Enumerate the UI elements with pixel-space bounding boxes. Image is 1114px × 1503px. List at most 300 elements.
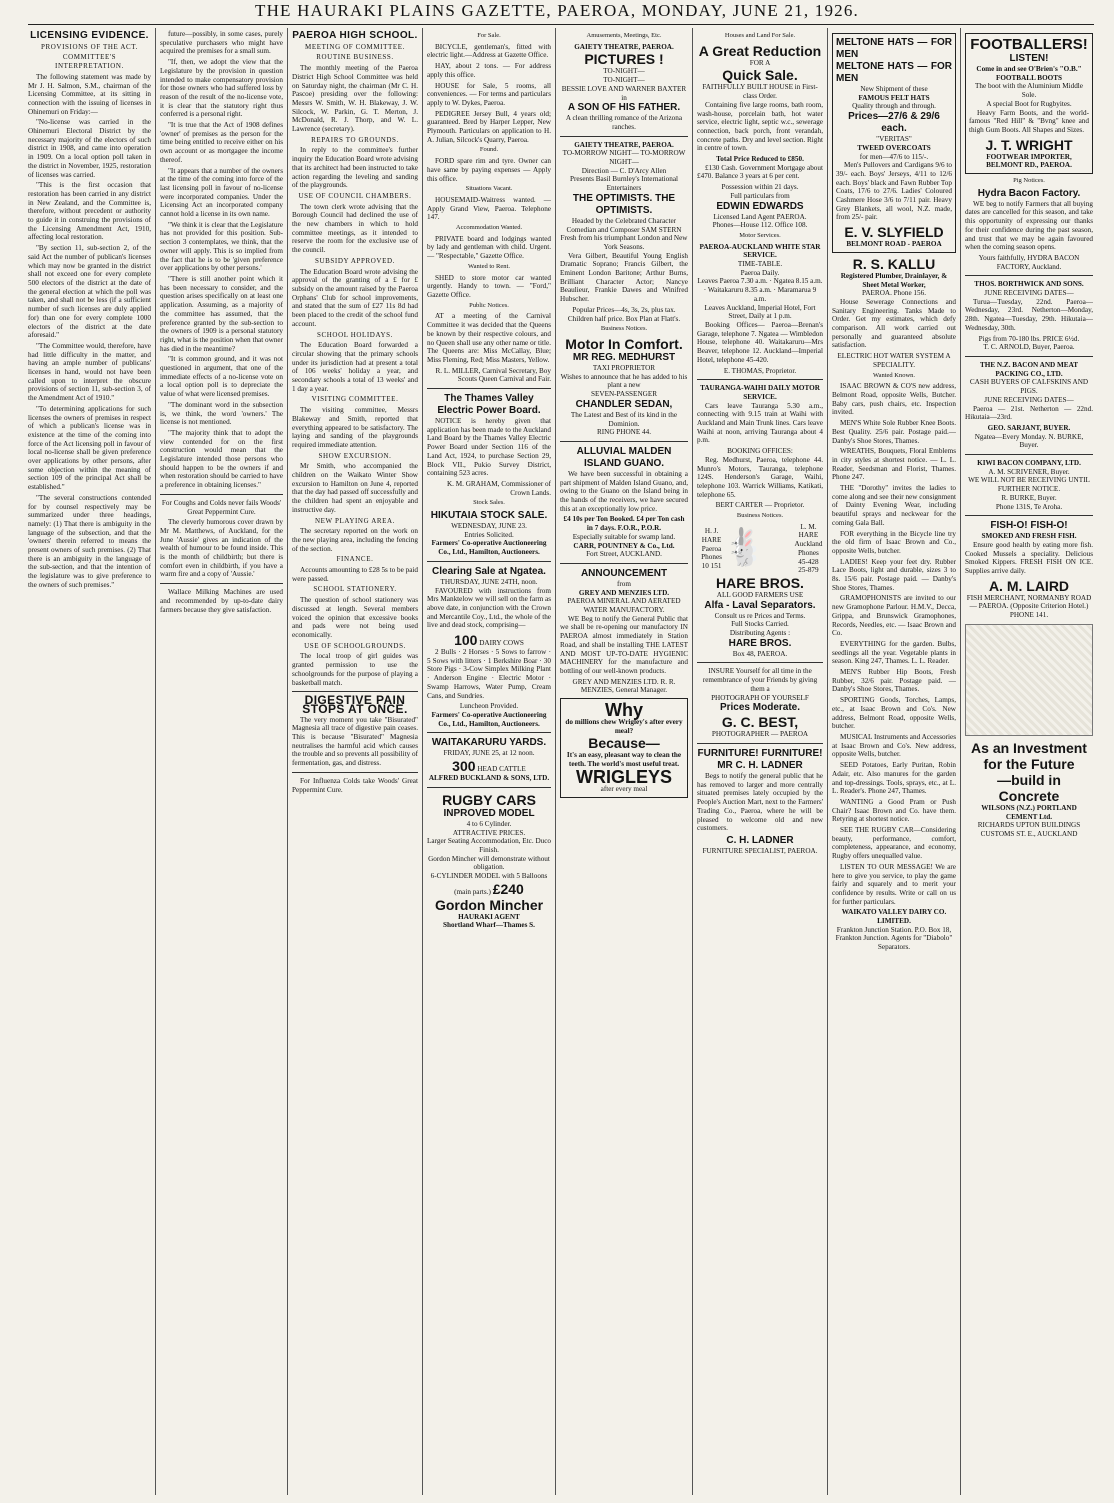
classified: FOR everything in the Bicycle line try the old firm of Isaac Brown and Co., opposite Wells, butcher. [832, 529, 956, 555]
paragraph: Vera Gilbert, Beautiful Young English Dramatic Soprano; Francis Gilbert, the Eminent London Baritone; Arthur Burns, Brilliant Character Actor; Nancye Beaulieur, Frankie Dawes and Winifred Hubscher. [560, 251, 688, 304]
richards: RICHARDS UPTON BUILDINGS CUSTOMS ST. E., AUCKLAND [977, 821, 1081, 838]
wrigleys-logo: WRIGLEYS [575, 766, 672, 787]
classified: SEE THE RUGBY CAR—Considering beauty, performance, comfort, completeness, appearance, and economy, Rugby offers unequalled value. [832, 826, 956, 861]
subheading: SHOW EXCURSION. [318, 451, 392, 460]
footballers: FOOTBALLERS! [970, 36, 1088, 53]
paragraph: Men's Pullovers and Cardigans 9/6 to 39/- each. Boys' Jerseys, 4/11 to 12/6 each. Boys' black and Fawn Rubber Top Coats, 17/6 to 27/6. Ladies' Coloured Cashmere Hose 3/6 to 7/11 pair. Heavy Grey Blankets, all wool, N.Z. made, from 25/- pair. [836, 161, 952, 222]
paragraph: Cars leave Tauranga 5.30 a.m., connecting with 9.15 train at Waihi with Auckland and Main Trunk lines. Cars leave Waihi at noon, arriving Tauranga about 4 p.m. [697, 401, 823, 445]
paragraph: The monthly meeting of the Paeroa District High School Committee was held on Saturday night, the chairman (Mr C. H. Pascoe) presiding over the following: Messrs W. Smith, W. H. Blakeway, J. W. Silcock, W. Parkin, G. T. Merton, J. McDonald, R. J. Thorp, and W. L. Lawrence (secretary). [292, 64, 418, 134]
paragraph: Ensure good health by eating more fish. Cooked Mussels a speciality. Delicious Smoked Kippers. FRESH FISH ON ICE. Supplies arrive daily. [965, 540, 1093, 576]
paragraph: "The majority think that to adopt the view contended for on the first construction would mean that the Legislature intended those persons who should happen to be the owners if and when restoration should be carried to have a preference in obtaining licenses." [160, 428, 283, 490]
furniture: FURNITURE! FURNITURE! [697, 748, 823, 759]
paragraph: "It is common ground, and it was not questioned in argument, that one of the immediate effects of a no-license vote on a local option poll is to depreciate the value of what were licensed premises. [160, 355, 283, 399]
after: after every meal [600, 784, 648, 793]
paragraph: future—possibly, in some cases, purely speculative purchasers who might have acquired the premises for a small sum. [160, 30, 283, 56]
electric: ELECTRIC HOT WATER SYSTEM A SPECIALITY. [837, 352, 951, 369]
paragraph: "The several constructions contended for by counsel respectively may be summarized under three headings, namely: (1) That there is ambiguity in the language of the subsection, and that the 'owners' therein referred to means the present owners of such premises. (2) That there is an ambiguity in the language of the sub-section, and that the intention of the legislature was to give preference to the owners of such premises." [28, 493, 151, 589]
section-label: Amusements, Meetings, Etc. [586, 32, 662, 39]
slyfield: E. V. SLYFIELD [844, 224, 944, 241]
hydra: Hydra Bacon Factory. [977, 187, 1081, 199]
from: from [617, 579, 631, 588]
faith: FAITHFULLY BUILT HOUSE in First-class Order. [702, 83, 818, 101]
ladner-2: C. H. LADNER [726, 834, 794, 846]
paragraph: The visiting committee, Messrs Blakeway and Smith, reported that everything appeared to be satisfactory. The laying and sanding of the playgrounds required immediate attention. [292, 406, 418, 449]
consult: Consult us re Prices and Terms. [714, 611, 806, 620]
ngatea: Ngatea—Every Monday. N. BURKE, Buyer. [974, 432, 1084, 450]
hare-bros-2: HARE BROS. [728, 637, 792, 649]
classified: ISAAC BROWN & CO'S new address, Belmont Road, opposite Wells, Butcher. Baby cars, push chairs, etc. Inspection invited. [832, 382, 956, 417]
divider [697, 662, 823, 663]
paragraph: NOTICE is hereby given that application has been made to the Auckland Land Board by the Thames Valley Electric Power Board under Section 116 of the Land Act, 1924, to purchase Section 29, Block VII., Pukio Survey District, containing 523 acres. [427, 417, 551, 478]
column-houses-motor [697, 30, 823, 1497]
cylinder: 4 to 6 Cylinder. [466, 819, 512, 828]
ad-heading: DIGESTIVE PAIN STOPS AT ONCE. [302, 693, 408, 716]
swamp: Especially suitable for swamp land. [572, 532, 676, 541]
paragraph: Reg. Medhurst, Paeroa, telephone 44. Munro's Motors, Tauranga, telephone 124S. Henderson's Garage, Waihi, telephone 103. Warrick Williams, Katikati, telephone 65. [697, 455, 823, 499]
wilsons: WILSONS (N.Z.) PORTLAND CEMENT Ltd. [981, 803, 1077, 821]
demonstrate: Gordon Mincher will demonstrate without obligation. [428, 854, 550, 872]
total: Total Price Reduced to £850. [716, 155, 804, 164]
meltone-2: MELTONE HATS — FOR MEN [836, 61, 952, 84]
divider [965, 356, 1093, 357]
ad-title: For Coughs and Colds never fails Woods' Great Peppermint Cure. [161, 498, 282, 516]
listen: LISTEN! [1009, 53, 1049, 64]
fresh: Fresh from his triumphant London and New York Seasons. [560, 234, 688, 251]
direction: Direction — C. D'Arcy Allen [581, 166, 667, 175]
classified: PRIVATE board and lodgings wanted by lady and gentleman with child. Urgent. — "Respectable," Gazette Office. [427, 234, 551, 261]
classified: SHED to store motor car wanted urgently. Handy to town. — "Ford," Gazette Office. [427, 273, 551, 299]
divider [292, 772, 418, 773]
famous: FAMOUS FELT HATS [858, 93, 930, 102]
classified: LADIES! Keep your feet dry. Rubber Lace Boots, light and durable, sizes 3 to 8s. 15/6 pair. Postage paid. — Danby's Shoe Stores, Thames. [832, 557, 956, 592]
paragraph: For Influenza Colds take Woods' Great Peppermint Cure. [292, 776, 418, 794]
because: Because— [588, 735, 660, 752]
motor-comfort: Motor In Comfort. [565, 335, 683, 352]
tomorrow: TO-MORROW NIGHT— TO-MORROW NIGHT— [562, 149, 686, 167]
stock-list: 2 Bulls · 2 Horses · 5 Sows to farrow · 5 Sows with litters · 1 Berkshire Boar · 30 Store Pigs · 3-Cow Simplex Milking Plant · Anderson Engine · Electric Motor · Swamp Harrows, Water Pump, Cream Cans, and Sundries. [427, 648, 551, 700]
sarjant: GEO. SARJANT, BUYER. [987, 423, 1071, 432]
in: in [621, 93, 627, 102]
paragraph: Wallace Milking Machines are used and recommended by up-to-date dairy farmers because they give satisfaction. [160, 588, 283, 614]
luncheon: Luncheon Provided. [459, 702, 519, 711]
subheading: FINANCE. [336, 555, 374, 564]
paragraph: £130 Cash. Government Mortgage about £470. Balance 3 years at 6 per cent. [697, 163, 823, 181]
subheading: SCHOOL STATIONERY. [313, 585, 397, 594]
mincher: Gordon Mincher [434, 896, 544, 913]
paragraph: "It is true that the Act of 1908 defines 'owner' of premises as the person for the time being entitled to receive either on his own account or as mortgagee the income thereof. [160, 121, 283, 164]
classified: HOUSE for Sale, 5 rooms, all conveniences. — For terms and particulars apply to W. Dykes, Paeroa. [427, 81, 551, 107]
pictures: PICTURES ! [584, 51, 664, 68]
divider [427, 732, 551, 733]
divider [965, 515, 1093, 516]
paragraph: FAVOURED with instructions from Mrs Manktelow we will sell on the farm as above date, in conjunction with the Crown and Mercantile Coy., Ltd., the whole of the live and dead stock, comprising— [427, 586, 551, 630]
paragraph: "To determining applications for such licenses the owners of premises in respect of which a publican's license was in existence at the time of the coming into force of the Act licensing poll in favour of local no-license shall be given preference over applications by other persons, after some objection within the meaning of section 109 of the principal Act shall be established." [28, 404, 151, 492]
paragraph: "The dominant word in the subsection is, we think, the word 'owners.' The license is not mentioned. [160, 400, 283, 427]
classified: MEN'S White Sole Rubber Knee Boots. Best Quality. 25/6 pair. Postage paid.—Danby's Shoe Stores, Thames. [832, 419, 956, 445]
classified: PEDIGREE Jersey Bull, 4 years old; guaranteed. Bred by Harper Lepper, New Plymouth. Particulars on application to H. A. Julian, Silcock's Quarry, Paeroa. [427, 109, 551, 144]
paragraph: The secretary reported on the work on the new playing area, including the fencing of the section. [292, 527, 418, 553]
column-wanted-known [832, 30, 956, 1497]
sale-heading: WAITAKARURU YARDS. [431, 737, 547, 749]
scrivener: A. M. SCRIVENER, Buyer. [988, 467, 1070, 476]
house-illustration [965, 624, 1093, 736]
waikato: WAIKATO VALLEY DAIRY CO. LIMITED. [841, 908, 947, 926]
prices-mod: Prices Moderate. [719, 702, 801, 714]
seven: SEVEN-PASSENGER [590, 390, 658, 399]
section-label: Found. [479, 146, 499, 154]
divider [292, 691, 418, 692]
column-rule [555, 28, 556, 1495]
paragraph: "By section 11, sub-section 2, of the said Act the number of publican's licenses which may now be granted in the district shall not exceed one for every complete 500 electors of the district at the date of the general election at which the poll was taken, and shall not be less (if a sufficient number of such licenses are duly applied for) than one for every complete 1000 electors of the district at the date aforesaid." [28, 244, 151, 340]
subheading: SUBSIDY APPROVED. [315, 256, 395, 265]
edwin: EDWIN EDWARDS [716, 200, 804, 212]
classified: MUSICAL Instruments and Accessories at Isaac Brown and Co's. New address, opposite Wells, butcher. [832, 733, 956, 759]
classified: FORD spare rim and tyre. Owner can have same by paying expenses — Apply this office. [427, 157, 551, 183]
veritas: "VERITAS" [876, 135, 912, 144]
mincher-sub: HAURAKI AGENT [458, 912, 520, 921]
meltone-ad [832, 33, 956, 253]
classified: MEN'S Rubber Hip Boots, Fresh Rubber, 32/6 pair. Postage paid. — Danby's Shoe Stores, Thames. [832, 668, 956, 694]
divider [965, 275, 1093, 276]
possession: Possession within 21 days. [721, 183, 799, 192]
cattle-label: HEAD CATTLE [477, 765, 526, 774]
burke: R. BURKE, Buyer. [1001, 493, 1057, 502]
grey: GREY AND MENZIES LTD. [578, 588, 670, 597]
hare-left: H. J. HARE Paeroa Phones 10 151 [701, 527, 722, 570]
paragraph: Containing five large rooms, bath room, wash-house, porcelain bath, hot water service, electric light, septic w.c., sewerage connection, back porch, front verandah, concrete paths. Dry and level section. Right in centre of town. [697, 100, 823, 153]
paragraph: The cleverly humorous cover drawn by Mr M. Matthews, of Auckland, for the June 'Aussie' gives an indication of the wealth of humour to be found inside. This is the month of childbirth; but there is comfort even in childbirth, if you have a warm fire and a copy of 'Aussie.' [160, 518, 283, 579]
classified: BICYCLE, gentleman's, fitted with electric light.—Address at Gazette Office. [427, 42, 551, 60]
divider [560, 441, 688, 442]
subheading: NEW PLAYING AREA. [314, 516, 395, 525]
paragraph: In reply to the committee's further inquiry the Education Board wrote advising that its architect had been instructed to take action regarding the leveling and sanding of the playgrounds. [292, 146, 418, 190]
sale-date: WEDNESDAY, JUNE 23. [451, 522, 527, 531]
popular: Popular Prices—4s, 3s, 2s, plus tax. Children half price. Box Plan at Flatt's. [567, 305, 681, 323]
divider [560, 136, 688, 137]
cows-label: DAIRY COWS [479, 639, 524, 648]
alluvial: ALLUVIAL MALDEN ISLAND GUANO. [576, 445, 672, 469]
column-licensing-evidence [28, 30, 151, 1497]
entries: Entries Solicited. [464, 530, 514, 539]
footwear: FOOTWEAR IMPORTER, BELMONT RD., PAEROA. [986, 152, 1072, 170]
divider [427, 388, 551, 389]
film-sub: A clean thrilling romance of the Arizona ranches. [565, 114, 683, 131]
subheading: USE OF SCHOOLGROUNDS. [304, 641, 406, 650]
cattle-number: 300 [452, 758, 476, 775]
fish-merchant: FISH MERCHANT, NORMANBY ROAD — PAEROA. (Opposite Criterion Hotel.) PHONE 141. [966, 593, 1092, 620]
divider [560, 563, 688, 564]
section-label: Stock Sales. [473, 499, 505, 507]
section-label: Public Notices. [469, 301, 509, 309]
tonight: TO-NIGHT— [603, 67, 645, 76]
larger: Larger Seating Accommodation, Etc. Duco Finish. [427, 837, 551, 854]
times: Leaves Paeroa 7.30 a.m. · Ngatea 8.15 a.m. · Waitakaruru 8.35 a.m. · Maramarua 9 a.m. [697, 277, 823, 303]
rabbits-icon: 🐇🐇 [726, 528, 762, 568]
section-label: Wanted Known. [872, 371, 916, 379]
power-board-heading: The Thames Valley Electric Power Board. [437, 393, 541, 417]
announcement: ANNOUNCEMENT [580, 567, 668, 579]
ring: RING PHONE 44. [596, 428, 652, 437]
pigs: Pigs from 70-180 lbs. PRICE 6½d. [978, 334, 1080, 343]
arnold: T. C. ARNOLD, Buyer, Paeroa. [983, 343, 1075, 352]
build: —build in Concrete [997, 771, 1061, 804]
article-heading: PAEROA HIGH SCHOOL. [292, 30, 418, 41]
paragraph: The Education Board forwarded a circular showing that the primary schools under its jurisdiction had at present a total of 106 weeks' holiday a year, and secondary schools a total of 13 weeks' and 1 day a year. [292, 341, 418, 393]
quick: Quick Sale. [722, 67, 798, 84]
column-rule [692, 28, 693, 1495]
headed: Headed by the Celebrated Character Comedian and Composer SAM STERN [566, 216, 682, 234]
ladner: MR C. H. LADNER [717, 760, 803, 771]
section-label: Motor Services. [739, 231, 781, 239]
wright: J. T. WRIGHT [985, 136, 1073, 153]
kiwi: KIWI BACON COMPANY, LTD. [977, 459, 1081, 468]
price-guano: £4 10s per Ton Booked. £4 per Ton cash in 7 days. F.O.R., P.O.R. [563, 515, 685, 533]
come: Come in and see O'Brien's "O.B." FOOTBALL BOOTS [976, 65, 1082, 82]
carr-addr: Fort Street, AUCKLAND. [586, 550, 662, 559]
signature: K. M. GRAHAM, Commissioner of Crown Lands. [446, 479, 551, 497]
signature: R. L. MILLER, Carnival Secretary, Boy Scouts Queen Carnival and Fair. [435, 366, 551, 384]
paragraph: WE beg to notify Farmers that all buying dates are cancelled for this season, and take this opportunity of expressing our thanks for their confidence during the past season, and trust that we may be again favoured when the coming season opens. [965, 199, 1093, 252]
why: Why [605, 700, 643, 721]
paragraph: The very moment you take "Bisurated" Magnesia all trace of digestive pain ceases. This is because "Bisurated" Magnesia neutralises the harmful acid which causes the trouble and so prevents all possibility of fermentation, gas, and distress. [292, 715, 418, 768]
paragraph: "It appears that a number of the owners at the time of the coming into force of the last licensing poll in favour of no-license were incorporated companies. Under the Licensing Act an incorporated company cannot hold a license in its own name. [160, 166, 283, 219]
mineral: PAEROA MINERAL AND AERATED WATER MANUFACTORY. [567, 597, 681, 615]
shipment: New Shipment of these [860, 85, 928, 93]
carter: BERT CARTER — Proprietor. [715, 501, 805, 510]
white-star: PAEROA-AUCKLAND WHITE STAR SERVICE. [699, 242, 821, 260]
paragraph: The town clerk wrote advising that the Borough Council had declined the use of the new chambers in which to hold committee meetings, as it intended to reserve the room for the exclusive use of the council. [292, 202, 418, 255]
tweed-price: for men—47/6 to 115/-. [859, 152, 929, 161]
distrib: Distributing Agents : [729, 629, 791, 638]
paragraph: Begs to notify the general public that he has removed to larger and more centrally situated premises lately occupied by the People's Auction Mart, next to the Farmers' Trading Co., Paeroa, where he will be pleased to welcome old and new customers. [697, 772, 823, 833]
june-dates: JUNE RECEIVING DATES— [984, 289, 1074, 298]
price-line: 6-CYLINDER MODEL with 5 Balloons (main parts.) [430, 872, 548, 896]
subheading: USE OF COUNCIL CHAMBERS. [298, 191, 412, 200]
sale-date: FRIDAY, JUNE 25, at 12 noon. [443, 749, 535, 758]
hydra-sign: Yours faithfully, HYDRA BACON FACTORY, Auckland. [978, 253, 1080, 271]
wrigley-q: do millions chew Wrigley's after every meal? [565, 718, 683, 735]
section-label: Situations Vacant. [465, 185, 513, 193]
phone-te: Phone 131S, Te Aroha. [995, 502, 1063, 511]
column-classifieds [427, 30, 551, 1497]
good-farmers: ALL GOOD FARMERS USE [716, 590, 804, 599]
paragraph: "No-license was carried in the Ohinemuri Electoral District by the necessary majority of the electors of such district in 1908, and came into operation in 1909. On a local option poll taken in the district in November, 1925, restoration of licenses was carried. [28, 118, 151, 179]
section-label: Pig Notices. [1013, 177, 1045, 185]
paragraph: The Education Board wrote advising the approval of the granting of a £ for £ subsidy on the amount raised by the Paeroa Orphans' Club for school improvements, and stated that the sum of £27 11s 8d had been placed to the credit of the school fund account. [292, 267, 418, 328]
tauranga: TAURANGA-WAIHI DAILY MOTOR SERVICE. [700, 384, 820, 401]
classified: HAY, about 2 tons. — For address apply this office. [427, 62, 551, 79]
hare-right: L. M. HARE Auckland Phones 45-428 25-879 [794, 522, 823, 575]
prices-hats: Prices—27/6 & 29/6 each. [848, 111, 940, 135]
paragraph: Turua—Tuesday, 22nd. Paeroa—Wednesday, 23rd. Netherton—Monday, 28th. Ngatea—Tuesday, 29th. Hikutaia—Wednesday, 30th. [965, 297, 1093, 332]
photographer: PHOTOGRAPHER — PAEROA [711, 730, 809, 739]
cash-buyers: CASH BUYERS OF CALFSKINS AND PIGS. [969, 378, 1089, 396]
sale-heading: Clearing Sale at Ngatea. [432, 565, 546, 577]
leaves-auckland: Leaves Auckland, Imperial Hotel, Fort Street, Daily at 1 p.m. [704, 303, 816, 321]
footballers-ad [965, 33, 1093, 174]
taxi-body: Wishes to announce that he has added to his plant a new [560, 372, 688, 390]
classified: THE "Dorothy" invites the ladies to come along and see their new consignment of Dainty Evening Wear, including beautiful sprays and neckwear for the coming Gala Ball. [832, 484, 956, 527]
alfa: Alfa - Laval Separators. [704, 599, 816, 611]
column-rule [287, 28, 288, 1495]
latest: The Latest and Best of its kind in the Dominion. [570, 410, 678, 428]
edwin-sub: Licensed Land Agent PAEROA. [713, 212, 807, 221]
paragraph: "The Committee would, therefore, have had little difficulty in the matter, and having an ample number of publicans' licenses in hand, would not have been called upon to interpret the obscure provisions of section 11, sub-section 3, of the Amendment Act of 1910." [28, 341, 151, 403]
stocks: Full Stocks Carried. [731, 620, 789, 629]
insure: INSURE Yourself for all time in the remembrance of your Friends by giving them a [702, 667, 818, 693]
paragraph: Booking Offices— Paeroa—Brenan's Garage, telephone 7. Ngatea — Wimbledon House, telephone 40. Waitakaruru—Mrs Beaver, telephone 12. Auckland—Imperial Hotel, telephone 45-420. [697, 320, 823, 364]
classified: LISTEN TO OUR MESSAGE! We are here to give you service, to play the game fairly and squarely and to merit your confidence by results. Write or call on us for further particulars. [832, 862, 956, 906]
subheading: REPAIRS TO GROUNDS. [311, 135, 399, 144]
paragraph: "This is the first occasion that restoration has been carried in any district in New Zealand, and the Committee is, therefore, without precedent or authority to guide it in construing the provisions of the Licensing Amendment Act, 1910, affecting local restoration. [28, 181, 151, 242]
classified: GRAMOPHONISTS are invited to our new Gramophone Parlour. H.M.V., Decca, Grippa, and Brunswick Gramophones, Records, Needles, etc. — Isaac Brown and Co. [832, 594, 956, 638]
tonight: TO-NIGHT— [603, 76, 645, 85]
classified: SPORTING Goods, Torches, Lamps, etc., at Isaac Brown and Co's. New address, Belmont Road, opposite Wells, butcher. [832, 696, 956, 731]
column-rule [827, 28, 828, 1495]
masthead: THE HAURAKI PLAINS GAZETTE, PAEROA, MONDAY, JUNE 21, 1926. [254, 1, 859, 20]
classified: EVERYTHING for the garden. Bulbs, seedlings all the year. Vegetable plants in season. King 247, Thames. L. L. Reader. [832, 639, 956, 666]
timetable: TIME-TABLE. [737, 260, 783, 269]
divider [697, 379, 823, 380]
column-rule [155, 28, 156, 1495]
frankton: Frankton Junction Station. P.O. Box 18, Frankton Junction. Agents for "Diabolo" Separators. [835, 925, 953, 952]
booking-heading: BOOKING OFFICES: [727, 447, 793, 456]
stars: BESSIE LOVE AND WARNER BAXTER [561, 84, 687, 93]
paragraph: WE Beg to notify the General Public that we shall be re-opening our manufactory IN PAEROA almost immediately in Station Road, and shall be installing THE LATEST AND MOST UP-TO-DATE HYGIENIC MACHINERY for the manufacture and bottling of our well-known products. [560, 614, 688, 675]
auctioneers: ALFRED BUCKLAND & SONS, LTD. [428, 774, 550, 783]
section-label: Business Notices. [736, 512, 784, 520]
subheading: MEETING OF COMMITTEE. [305, 42, 405, 51]
section-label: Business Notices. [600, 325, 648, 333]
phones: Phones—House 112. Office 108. [712, 221, 808, 230]
wrigley-a: It's an easy, pleasant way to clean the teeth. The world's most useful treat. [566, 751, 682, 769]
classified: WREATHS, Bouquets, Floral Emblems in city styles at shortest notice. — L. L. Reader, Seedsman and Florist, Thames. Phone 247. [832, 447, 956, 482]
film-title: A SON OF HIS FATHER. [567, 102, 681, 114]
kallu: R. S. KALLU [852, 255, 936, 272]
laird: A. M. LAIRD [988, 577, 1070, 594]
theatre-name: GAIETY THEATRE, PAEROA. [574, 140, 674, 149]
divider [427, 561, 551, 562]
divider [965, 454, 1093, 455]
slyfield-addr: BELMONT ROAD - PAEROA [846, 240, 942, 249]
divider [160, 583, 283, 584]
subheading: ROUTINE BUSINESS. [316, 53, 394, 62]
classified: WANTING a Good Pram or Push Chair? Isaac Brown and Co. have them. Retyring at shortest notice. [832, 797, 956, 824]
reduction: A Great Reduction [698, 42, 822, 59]
wrigleys-ad [560, 698, 688, 798]
fish: FISH-O! FISH-O! [990, 520, 1068, 532]
divider [697, 743, 823, 744]
kallu-addr: PAEROA. Phone 156. [861, 289, 927, 298]
attractive: ATTRACTIVE PRICES. [452, 828, 526, 837]
article-heading: LICENSING EVIDENCE. [30, 30, 149, 41]
taxi: TAXI PROPRIETOR [592, 363, 656, 372]
best: G. C. BEST, [721, 714, 799, 731]
sale-heading: HIKUTAIA STOCK SALE. [430, 510, 548, 522]
paragraph: "There is still another point which it has been necessary to consider, and the question arises specifically on at least one application. Assuming, as a majority of the committee has assumed, that the preference granted by the sub-section to the owners of 1909 is a personal statutory right, what is the position when that owner has died in the meantime? [160, 274, 283, 353]
will-not: WE WILL NOT BE RECEIVING UNTIL FURTHER NOTICE. [968, 476, 1090, 494]
auctioneers: Farmers' Co-operative Auctioneering Co., Ltd., Hamilton, Auctioneers. [431, 711, 547, 728]
column-rule [960, 28, 961, 1495]
column-high-school [292, 30, 418, 1497]
carr: CARR, POUNTNEY & Co., Ltd. [573, 541, 675, 550]
column-rule [422, 28, 423, 1495]
optimists: THE OPTIMISTS. THE OPTIMISTS. [572, 192, 676, 216]
auctioneers: Farmers' Co-operative Auctioneering Co., Ltd., Hamilton, Auctioneers. [431, 539, 547, 557]
paragraph: "We think it is clear that the Legislature has not provided for this position. Sub-section 3 contemplates, we think, that the owner will apply. This is so implied from the fact that he is to be 'given preference over applications by other persons.' [160, 220, 283, 273]
paragraph: The local troop of girl guides was granted permission to use the schoolgrounds for the purpose of playing a basketball match. [292, 652, 418, 687]
paragraph: We have been successful in obtaining a part shipment of Malden Island Guano, and, owing to the Guano on the Island being in the hands of the receivers, we have secured this at an exceptionally low price. [560, 469, 688, 513]
divider [160, 494, 283, 495]
classified: SEED Potatoes, Early Puritan, Robin Adair, etc. Also manures for the garden and top-dressings. Tools, sprays, etc., at L. L. Reader's. Phone 247, Thames. [832, 761, 956, 796]
smoked: SMOKED AND FRESH FISH. [981, 532, 1077, 541]
mincher-addr: Shortland Wharf—Thames S. [443, 921, 535, 930]
classified: AT a meeting of the Carnival Committee it was decided that the Queens be known by their respective colours, and no Queen shall use any other name or title. The Queens are: Miss McCallay, Blue; Miss Fleming, Red; Miss Masters, Yellow. [427, 312, 551, 364]
rugby-cars-heading: RUGBY CARS [442, 791, 536, 808]
column-amusements [560, 30, 688, 1497]
furniture-spec: FURNITURE SPECIALIST, PAEROA. [702, 846, 818, 855]
price: £240 [492, 880, 524, 897]
borthwick: THOS. BORTHWICK AND SONS. [974, 280, 1084, 289]
kallu-sub: Registered Plumber, Drainlayer, & Sheet Metal Worker, [840, 271, 948, 289]
tweed: TWEED OVERCOATS [857, 143, 931, 152]
grey-sign: GREY AND MENZIES LTD. R. R. MENZIES, General Manager. [572, 677, 676, 695]
meltone: MELTONE HATS — FOR MEN [836, 37, 952, 60]
paragraph: Paeroa — 21st. Netherton — 22nd. Hikutaia—23rd. [965, 404, 1093, 422]
improved-model: INPROVED MODEL [443, 807, 535, 819]
paragraph: The question of school stationery was discussed at length. Several members voiced the opinion that excessive books and pads were not being used economically. [292, 596, 418, 639]
special: A special Boot for Rugbyites. [986, 99, 1072, 108]
full: Full particulars from [730, 191, 790, 200]
paragraph: "If, then, we adopt the view that the Legislature by the provision in question intended to make compensatory provision for those owners who had suffered loss by reason of the result of the no-license vote, it is clear that the statutory right thus conferred is a personal right. [160, 58, 283, 119]
section-label: Accommodation Wanted. [455, 224, 523, 232]
subheading: COMMITTEE'S INTERPRETATION. [55, 53, 124, 71]
classified: HOUSEMAID-Waitress wanted. —Apply Grand View, Paeroa. Telephone 147. [427, 195, 551, 222]
subheading: SCHOOL HOLIDAYS. [317, 330, 393, 339]
section-label: Houses and Land For Sale. [724, 32, 796, 39]
paragraph: Heavy Farm Boots, and the world-famous "Red Hill" & "Bvng" knee and thigh Gum Boots. All Shapes and Sizes. [969, 108, 1089, 134]
chandler: CHANDLER SEDAN, [575, 398, 673, 410]
for-a: FOR A [749, 58, 771, 67]
quality: Quality through and through. [852, 102, 936, 111]
june-dates-2: JUNE RECEIVING DATES— [984, 395, 1074, 404]
paragraph: Mr Smith, who accompanied the children on the Waikato Winter Show excursion to Hamilton on June 4, reported that the day had passed off successfully and the children had spent an enjoyable and instructive day. [292, 462, 418, 514]
column-footballers-pigs [965, 30, 1093, 1497]
photograph: PHOTOGRAPH OF YOURSELF [711, 693, 809, 702]
daily: Paeroa Daily. [740, 268, 780, 277]
top-rule [28, 24, 1094, 25]
boot: The boot with the Aluminium Middle Sole. [974, 82, 1083, 100]
paragraph: House Sewerage Connections and Sanitary Engineering. Tanks Made to Order. Get my estimates, which defy comparison. All work carried out personally and guaranteed absolute satisfaction. [832, 297, 956, 350]
theatre-name: GAIETY THEATRE, PAEROA. [574, 42, 674, 51]
presents: Presents Basil Burnley's International Entertainers [569, 175, 679, 193]
investment: As an Investment for the Future [971, 739, 1087, 772]
section-label: For Sale. [477, 32, 501, 39]
column-licensing-continued [160, 30, 283, 1497]
paragraph: The following statement was made by Mr J. H. Salmon, S.M., chairman of the Licensing Committee, at its sitting in connection with the issuing of licenses in Ohinemuri on Friday:— [28, 72, 151, 116]
subheading: VISITING COMMITTEE. [311, 395, 399, 404]
section-label: Wanted to Rent. [468, 262, 510, 270]
thomas: E. THOMAS, Proprietor. [723, 366, 797, 375]
subheading: PROVISIONS OF THE ACT. [41, 42, 138, 51]
cows-number: 100 [454, 632, 478, 649]
nz-bacon: THE N.Z. BACON AND MEAT PACKING CO., LTD. [979, 360, 1079, 378]
sale-date: THURSDAY, JUNE 24TH, noon. [440, 577, 538, 586]
paragraph: Accounts amounting to £28 5s to be paid were passed. [292, 566, 418, 583]
box: Box 48, PAEROA. [732, 649, 788, 658]
divider [427, 787, 551, 788]
medhurst: MR REG. MEDHURST [572, 351, 676, 363]
